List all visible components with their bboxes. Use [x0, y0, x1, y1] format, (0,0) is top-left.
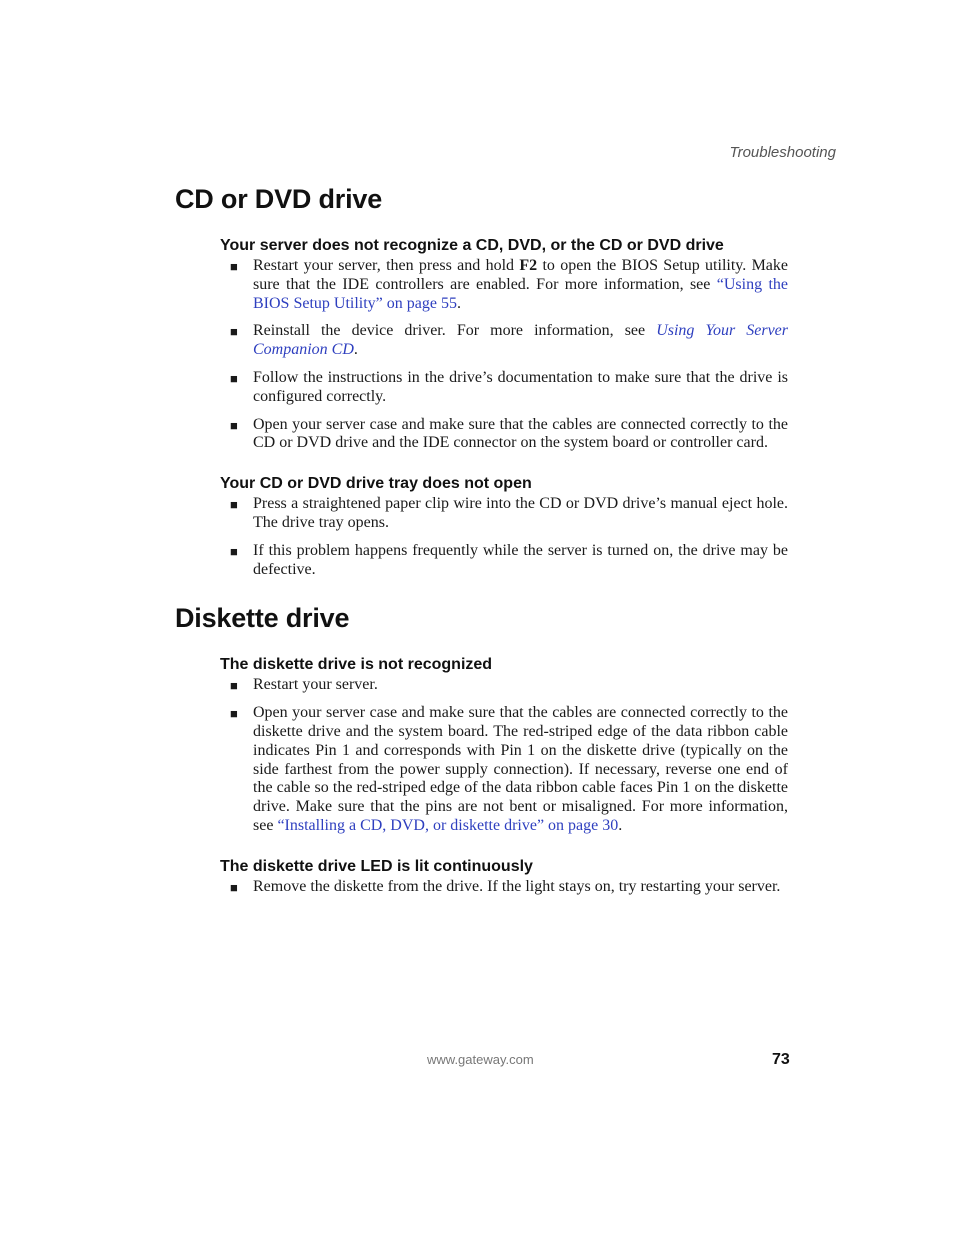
install-drive-link[interactable]: “Installing a CD, DVD, or diskette drive” on page 30	[277, 816, 619, 834]
item-text: Restart your server, then press and hold	[253, 257, 520, 274]
subsection-heading: Your server does not recognize a CD, DVD, or the CD or DVD drive	[220, 237, 724, 254]
subsection-heading: The diskette drive LED is lit continuously	[220, 857, 533, 875]
item-text: Reinstall the device driver. For more information, see	[253, 322, 657, 340]
subsection-heading: Your CD or DVD drive tray does not open	[220, 475, 532, 493]
footer-url[interactable]: www.gateway.com	[427, 1052, 534, 1067]
item-text: Press a straightened paper clip wire into the CD or DVD drive’s manual eject hole. The drive tray opens.	[253, 495, 788, 531]
bullet-list	[175, 878, 795, 897]
bullet-list	[175, 257, 795, 453]
subsection-heading: The diskette drive is not recognized	[220, 656, 493, 674]
bullet-icon: ■	[230, 370, 238, 386]
bullet-icon: ■	[230, 543, 238, 559]
list-item	[230, 541, 788, 580]
item-text: Open your server case and make sure that the cables are connected correctly to the diskette drive and the system board. The red-striped edge of the data ribbon cable indicates Pin 1 and corresponds with Pin 1 on the diskette drive (typically on the side farthest from the power supply connection). If necessary, reverse one end of the cable so the red-striped edge of the data ribbon cable faces Pin 1 on the diskette drive. Make sure that the pins are not bent or misaligned. For more information, see	[253, 704, 788, 834]
companion-cd-link[interactable]: Using Your Server Companion CD	[253, 322, 788, 359]
item-text: .	[618, 816, 623, 834]
item-text: to open the BIOS Setup utility. Make sure that the IDE controllers are enabled. For more information, see	[253, 257, 789, 293]
bullet-icon: ■	[230, 497, 238, 513]
page-number: 73	[772, 1051, 790, 1068]
bios-setup-link[interactable]: “Using the BIOS Setup Utility” on page 55	[253, 275, 788, 312]
bullet-icon: ■	[230, 417, 238, 433]
list-item	[230, 322, 788, 360]
bullet-list	[175, 495, 795, 579]
bullet-icon: ■	[230, 678, 238, 694]
list-item	[230, 877, 788, 897]
page-content	[175, 184, 795, 919]
list-item	[230, 495, 788, 533]
section-title-diskette: Diskette drive	[175, 603, 350, 634]
list-item	[230, 257, 789, 313]
item-text: Open your server case and make sure that the cables are connected correctly to the CD or DVD drive and the IDE connector on the system board or controller card.	[253, 415, 788, 452]
bullet-icon: ■	[230, 879, 238, 895]
bullet-icon: ■	[230, 324, 238, 340]
bullet-icon: ■	[230, 706, 238, 722]
item-text: Follow the instructions in the drive’s documentation to make sure that the drive is configured correctly.	[253, 368, 788, 405]
item-text: .	[456, 294, 461, 312]
item-text: .	[353, 341, 358, 359]
list-item	[230, 676, 788, 695]
item-text: Remove the diskette from the drive. If the light stays on, try restarting your server.	[253, 877, 781, 895]
list-item	[230, 704, 788, 836]
running-head: Troubleshooting	[729, 144, 836, 161]
list-item	[230, 415, 788, 454]
section-title-cd-dvd: CD or DVD drive	[175, 184, 383, 214]
list-item	[230, 368, 788, 407]
key-label: F2	[519, 257, 538, 274]
bullet-list	[175, 676, 795, 835]
bullet-icon: ■	[230, 259, 238, 274]
item-text: Restart your server.	[253, 676, 378, 694]
item-text: If this problem happens frequently while the server is turned on, the drive may be defective.	[253, 541, 788, 578]
